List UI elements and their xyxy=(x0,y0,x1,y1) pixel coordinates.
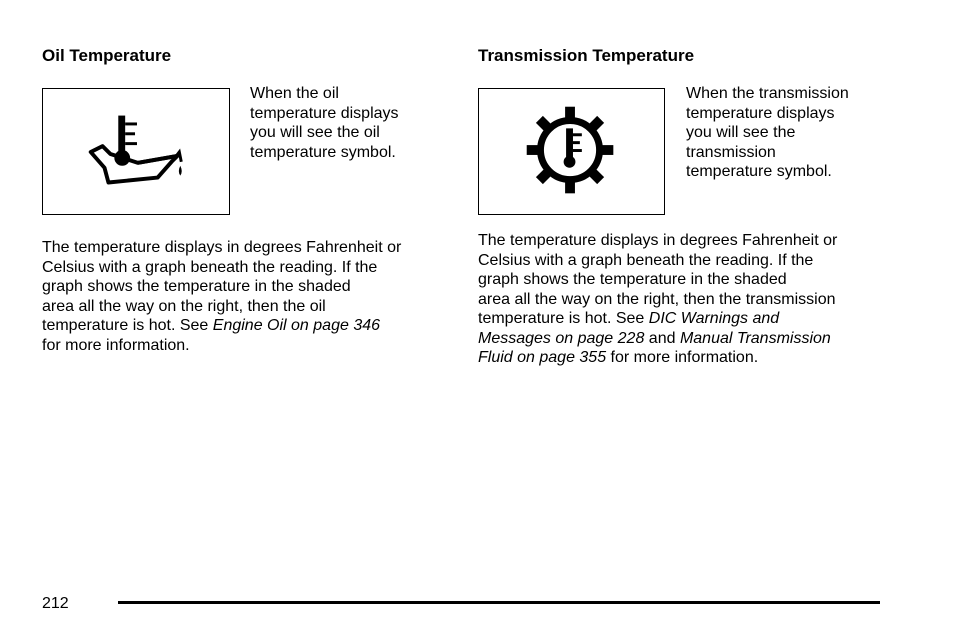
dic-warnings-reference: DIC Warnings and xyxy=(648,310,780,327)
oil-temperature-body: The temperature displays in degrees Fahrenheit or Celsius with a graph beneath the reading. If the graph shows the temperature in the shaded area all the way on the right, then the oil temperature is hot. See Engine Oil on page 346 for more information. xyxy=(42,239,402,354)
manual-transmission-fluid-reference-cont: Fluid on page 355 xyxy=(478,349,607,366)
oil-temperature-heading: Oil Temperature xyxy=(42,46,172,65)
page-number: 212 xyxy=(42,595,69,612)
oil-temperature-icon xyxy=(43,89,229,214)
transmission-temperature-icon xyxy=(479,89,664,214)
footer-rule xyxy=(118,601,880,604)
dic-warnings-reference-cont: Messages on page 228 xyxy=(478,329,645,347)
engine-oil-reference: Engine Oil on page 346 xyxy=(212,317,381,334)
transmission-temperature-symbol-box xyxy=(478,88,665,215)
manual-transmission-fluid-reference: Manual Transmission xyxy=(679,329,831,347)
oil-temperature-symbol-box xyxy=(42,88,230,215)
transmission-temperature-side-text: When the transmission temperature displays you will see the transmission temperature symbol. xyxy=(686,85,849,180)
transmission-temperature-body: The temperature displays in degrees Fahrenheit or Celsius with a graph beneath the reading. If the graph shows the temperature in the shaded area all the way on the right, then the transmission temperature is hot. See DIC Warnings and Messages on page 228 and Manual Transmission Fluid on page 355 for more information. xyxy=(478,232,838,366)
transmission-temperature-heading: Transmission Temperature xyxy=(478,46,695,65)
oil-temperature-side-text: When the oil temperature displays you will see the oil temperature symbol. xyxy=(250,85,399,161)
